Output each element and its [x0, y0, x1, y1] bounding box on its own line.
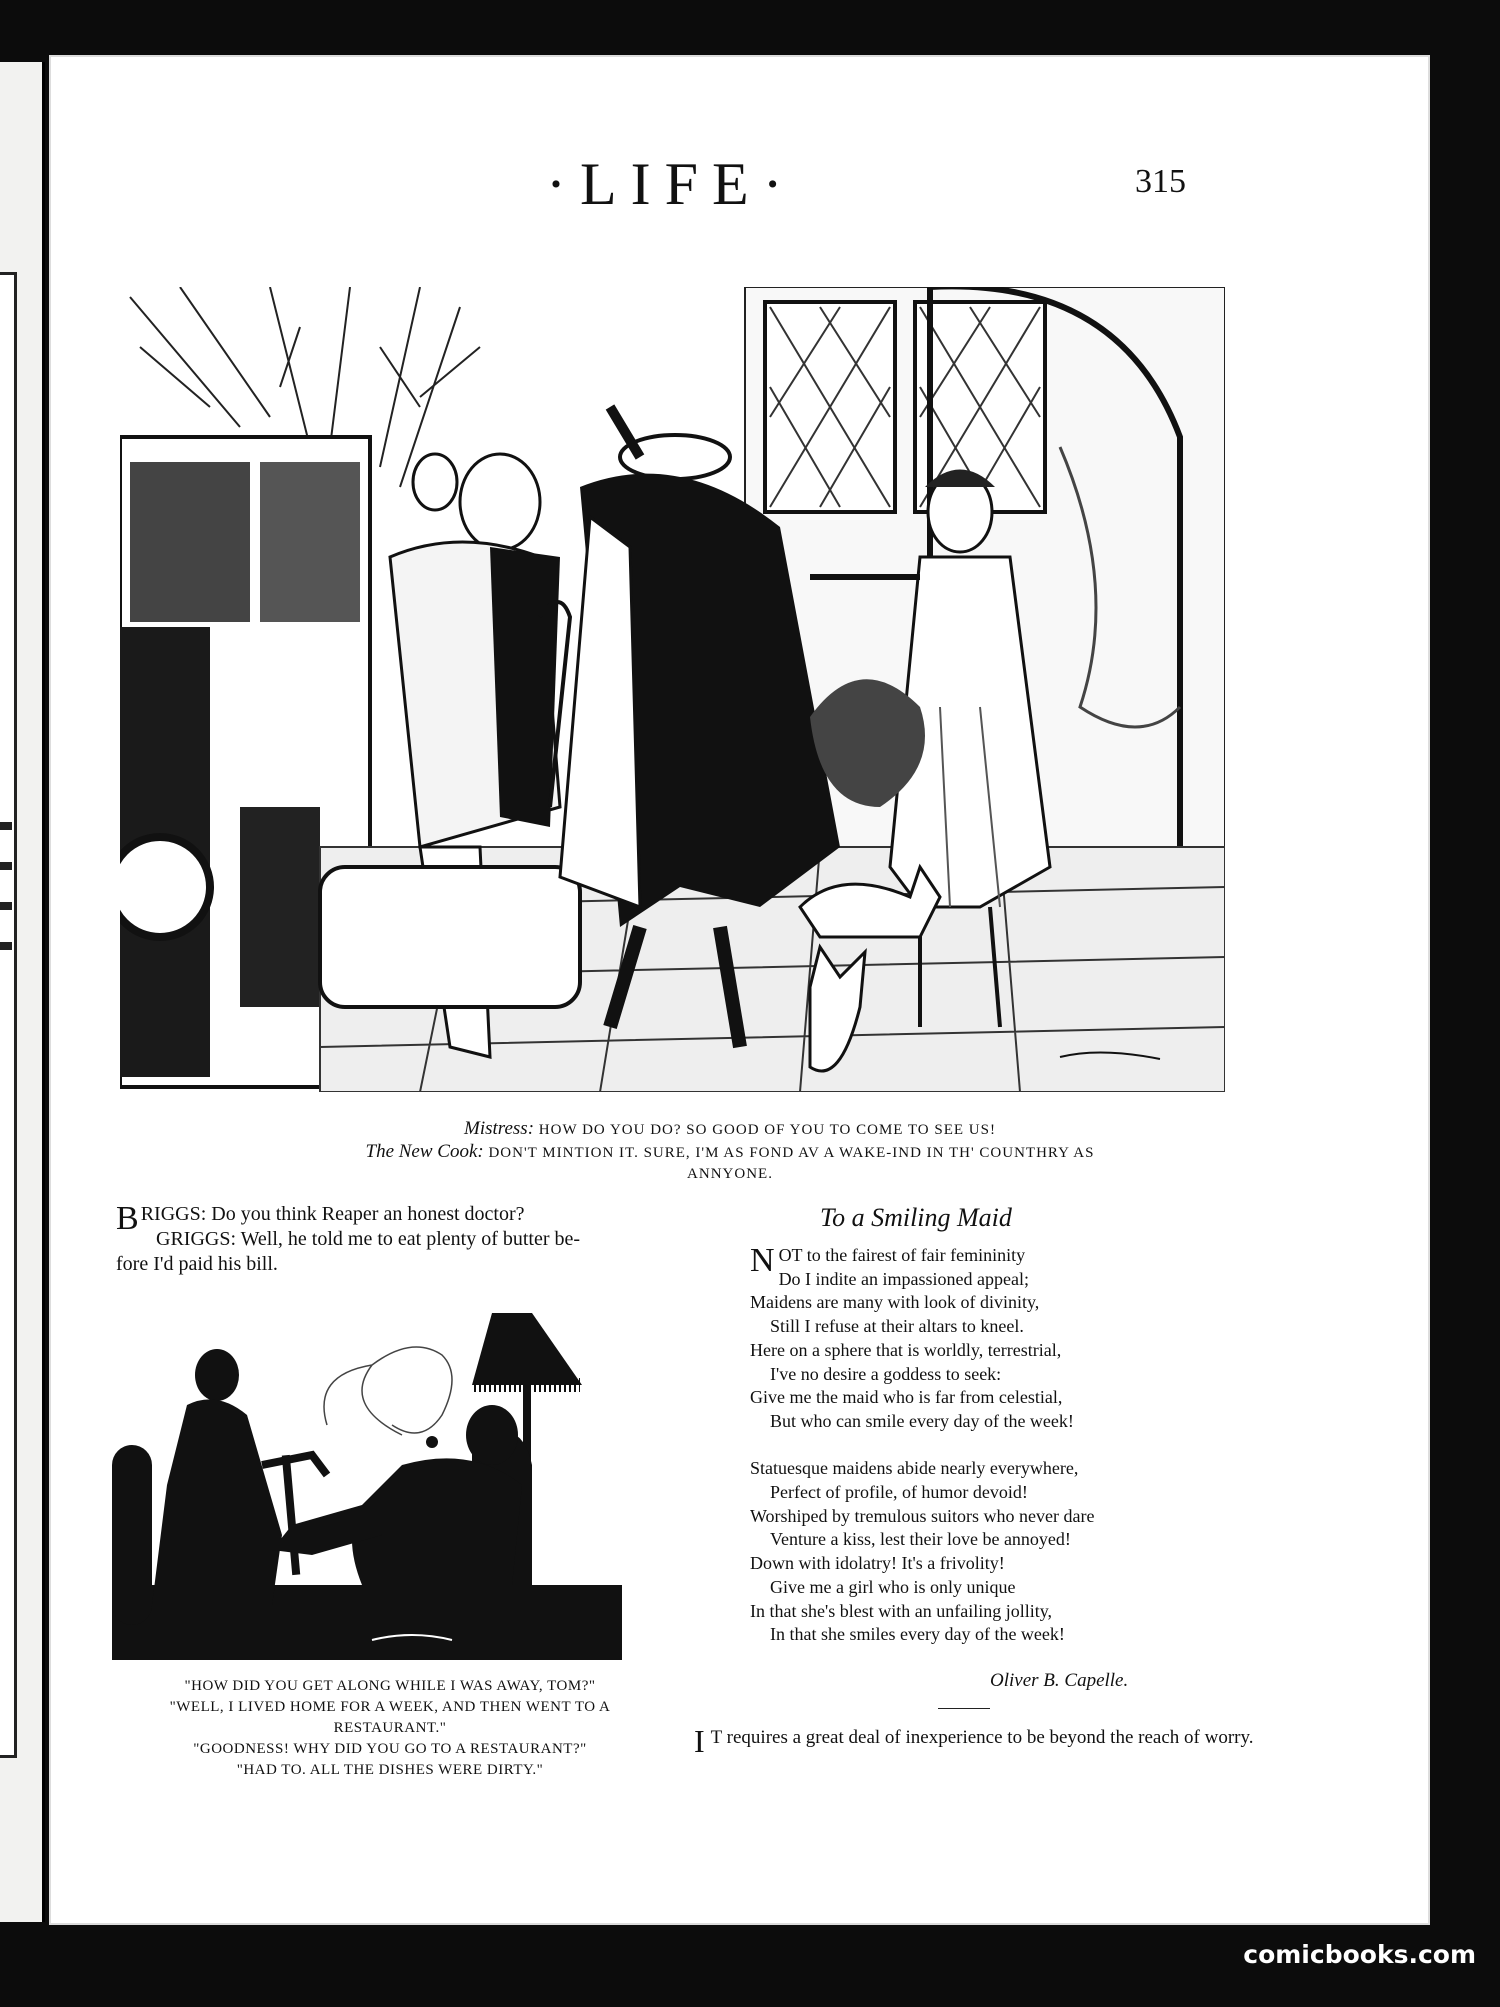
poem-line: Down with idolatry! It's a frivolity!: [750, 1553, 1005, 1574]
poem-line: Maidens are many with look of divinity,: [750, 1292, 1040, 1313]
drop-cap: I: [694, 1723, 705, 1759]
caption-line: [130, 1164, 1330, 1185]
caption-speaker: Mistress:: [464, 1118, 535, 1139]
adjacent-page-edge: [0, 62, 45, 1922]
poem-line: Here on a sphere that is worldly, terrestrial,: [750, 1339, 1062, 1360]
poem-line: Statuesque maidens abide nearly everywhere,: [750, 1458, 1079, 1479]
joke-line: RIGGS: Do you think Reaper an honest doctor?: [140, 1203, 525, 1225]
silhouette-caption: [110, 1676, 670, 1781]
masthead: ·LIFE·: [546, 151, 797, 217]
poem-line: Worshiped by tremulous suitors who never dare: [750, 1505, 1095, 1526]
adjacent-page-mark: [0, 902, 12, 910]
poem-line: Give me a girl who is only unique: [770, 1576, 1016, 1597]
poem-line: Still I refuse at their altars to kneel.: [770, 1316, 1024, 1337]
caption-line: "GOODNESS! WHY DID YOU GO TO A RESTAURANT?": [193, 1741, 587, 1757]
poem-line: Do I indite an impassioned appeal;: [778, 1268, 1029, 1289]
caption-line: "HOW DID YOU GET ALONG WHILE I WAS AWAY, TOM?": [184, 1678, 596, 1694]
adjacent-page-mark: [0, 862, 12, 870]
poem-title: To a Smiling Maid: [820, 1203, 1012, 1232]
poem-author: Oliver B. Capelle.: [990, 1670, 1129, 1691]
page-number: 315: [1135, 163, 1186, 200]
poem: [750, 1244, 1230, 1647]
cartoon-drawing: [120, 287, 1225, 1092]
cartoon-illustration: [120, 287, 1225, 1092]
poem-line: But who can smile every day of the week!: [770, 1410, 1074, 1431]
caption-line: "WELL, I LIVED HOME FOR A WEEK, AND THEN WENT TO A: [169, 1699, 611, 1715]
silhouette-drawing: [112, 1305, 632, 1665]
caption-text: ANNYONE.: [687, 1166, 773, 1182]
stanza-break: [750, 1434, 1230, 1458]
epigram-text: T requires a great deal of inexperience to be beyond the reach of worry.: [710, 1727, 1254, 1748]
adjacent-page-border: [0, 272, 17, 1758]
poem-line: In that she's blest with an unfailing jollity,: [750, 1600, 1053, 1621]
poem-line: Give me the maid who is far from celestial,: [750, 1387, 1063, 1408]
joke-line: fore I'd paid his bill.: [116, 1253, 278, 1275]
joke-line: GRIGGS: Well, he told me to eat plenty of butter be-: [156, 1228, 581, 1250]
silhouette-illustration: [112, 1305, 632, 1665]
adjacent-page-mark: [0, 822, 12, 830]
caption-line: [130, 1141, 1330, 1164]
drop-cap: B: [116, 1200, 139, 1237]
poem-line: In that she smiles every day of the week!: [770, 1624, 1065, 1645]
adjacent-page-mark: [0, 942, 12, 950]
drop-cap: N: [750, 1242, 775, 1279]
briggs-griggs-joke: [116, 1202, 656, 1277]
poem-line: I've no desire a goddess to seek:: [770, 1363, 1002, 1384]
chauffeur: [413, 454, 457, 510]
section-divider: [938, 1708, 990, 1709]
caption-speaker: The New Cook:: [365, 1141, 484, 1162]
poem-line: Perfect of profile, of humor devoid!: [770, 1482, 1028, 1503]
caption-line: RESTAURANT.": [333, 1720, 447, 1736]
caption-line: [130, 1118, 1330, 1141]
caption-line: "HAD TO. ALL THE DISHES WERE DIRTY.": [236, 1762, 544, 1778]
poem-line: Venture a kiss, lest their love be annoyed!: [770, 1529, 1071, 1550]
caption-text: HOW DO YOU DO? SO GOOD OF YOU TO COME TO SEE US!: [538, 1122, 996, 1138]
site-watermark: comicbooks.com: [1243, 1940, 1476, 1969]
epigram: [694, 1725, 1254, 1757]
cartoon-caption: [130, 1118, 1330, 1185]
poem-line: OT to the fairest of fair femininity: [778, 1245, 1026, 1265]
caption-text: DON'T MINTION IT. SURE, I'M AS FOND AV A WAKE-IND IN TH' COUNTHRY AS: [488, 1145, 1095, 1161]
